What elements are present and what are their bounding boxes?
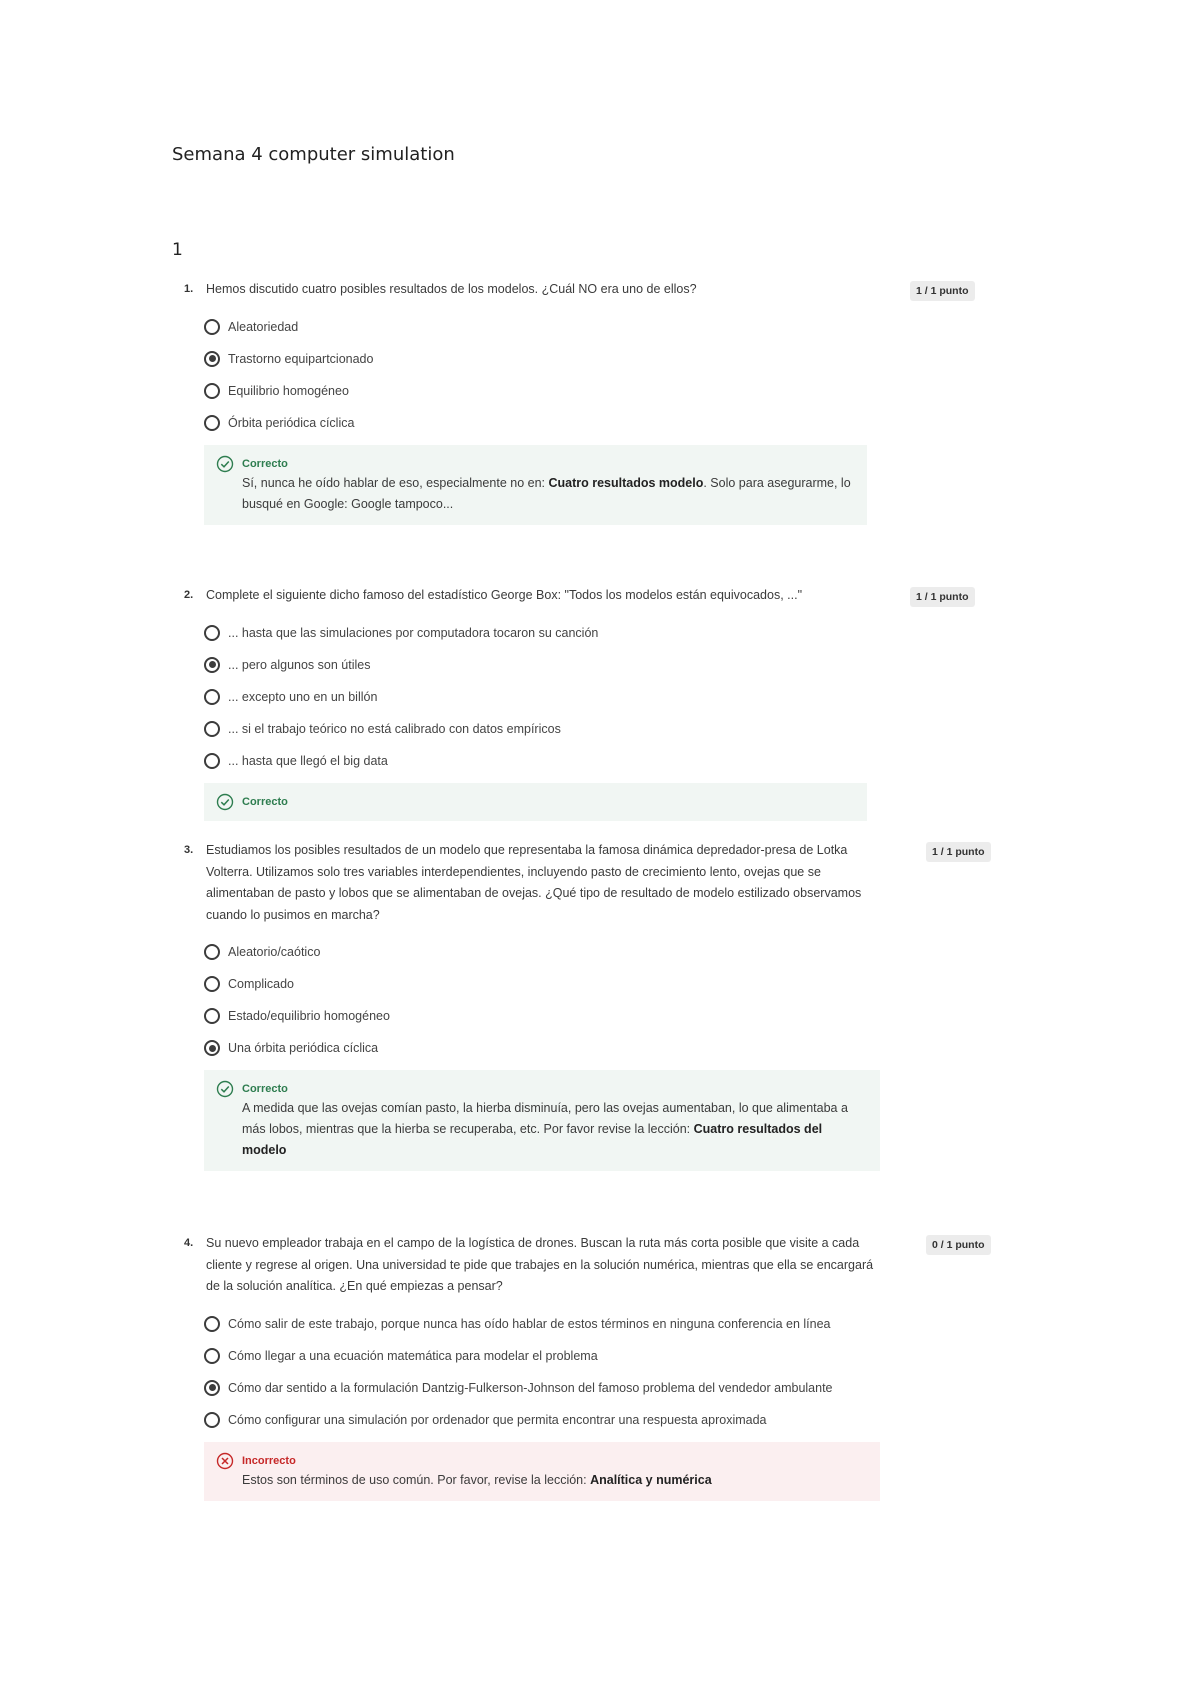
check-circle-icon bbox=[216, 1080, 234, 1098]
options-list bbox=[204, 942, 894, 1059]
radio-button[interactable] bbox=[204, 383, 220, 399]
radio-button[interactable] bbox=[204, 721, 220, 737]
option-item[interactable] bbox=[204, 1038, 894, 1059]
option-item[interactable] bbox=[204, 1314, 844, 1335]
radio-button[interactable] bbox=[204, 415, 220, 431]
option-label: Cómo configurar una simulación por ordenador que permita encontrar una respuesta aproximada bbox=[228, 1412, 767, 1427]
points-badge: 1 / 1 punto bbox=[926, 842, 991, 862]
option-label: ... hasta que las simulaciones por computadora tocaron su canción bbox=[228, 625, 599, 640]
feedback-correct bbox=[204, 445, 867, 525]
option-label: Cómo salir de este trabajo, porque nunca has oído hablar de estos términos en ninguna conferencia en línea bbox=[228, 1316, 831, 1331]
question-header bbox=[184, 279, 969, 301]
question-number: 4. bbox=[184, 1237, 194, 1249]
section-number: 1 bbox=[172, 240, 183, 260]
option-label: Complicado bbox=[228, 977, 295, 991]
check-circle-icon bbox=[216, 455, 234, 473]
radio-button[interactable] bbox=[204, 753, 220, 769]
radio-button[interactable] bbox=[204, 976, 220, 992]
option-item[interactable] bbox=[204, 349, 874, 370]
question-text: Complete el siguiente dicho famoso del estadístico George Box: "Todos los modelos están equivocados, ..." bbox=[206, 588, 803, 602]
radio-button[interactable] bbox=[204, 689, 220, 705]
lesson-name: Cuatro resultados del modelo bbox=[242, 1122, 823, 1157]
question-text: Su nuevo empleador trabaja en el campo de la logística de drones. Buscan la ruta más corta posible que visite a cada cliente y regrese al origen. Una universidad te pide que trabajes en la solución numérica, mientras que ella se encargará de la solución analítica. ¿En qué empiezas a pensar? bbox=[206, 1236, 874, 1293]
radio-button-selected[interactable] bbox=[204, 657, 220, 673]
option-item[interactable] bbox=[204, 1410, 844, 1431]
points-badge: 1 / 1 punto bbox=[910, 281, 975, 301]
option-item[interactable] bbox=[204, 381, 874, 402]
option-item[interactable] bbox=[204, 1378, 844, 1399]
option-item[interactable] bbox=[204, 942, 894, 963]
option-label: Cómo llegar a una ecuación matemática para modelar el problema bbox=[228, 1348, 598, 1363]
feedback-text: A medida que las ovejas comían pasto, la hierba disminuía, pero las ovejas aumentaban, lo que alimentaba a más lobos, mientras que la hierba se recuperaba, etc. Por favor revise la lección: Cuatro resultados del modelo bbox=[242, 1101, 848, 1157]
question-header bbox=[184, 1233, 985, 1298]
option-label: Aleatorio/caótico bbox=[228, 945, 321, 959]
option-label: ... pero algunos son útiles bbox=[228, 657, 371, 672]
check-circle-icon bbox=[216, 793, 234, 811]
option-item[interactable] bbox=[204, 719, 874, 740]
radio-button[interactable] bbox=[204, 319, 220, 335]
feedback-incorrect bbox=[204, 1442, 880, 1501]
question-number: 3. bbox=[184, 844, 194, 856]
feedback-text: Sí, nunca he oído hablar de eso, especialmente no en: Cuatro resultados modelo. Solo para asegurarme, lo busqué en Google: Google tampoco... bbox=[242, 475, 851, 511]
option-item[interactable] bbox=[204, 623, 874, 644]
question-header bbox=[184, 585, 969, 607]
radio-button[interactable] bbox=[204, 944, 220, 960]
question-4 bbox=[184, 1233, 985, 1501]
question-number: 1. bbox=[184, 283, 194, 295]
option-label: ... excepto uno en un billón bbox=[228, 689, 378, 704]
radio-button[interactable] bbox=[204, 625, 220, 641]
option-label: Equilibrio homogéneo bbox=[228, 383, 349, 398]
question-1 bbox=[184, 279, 969, 525]
radio-button-selected[interactable] bbox=[204, 351, 220, 367]
question-number: 2. bbox=[184, 589, 194, 601]
option-label: Cómo dar sentido a la formulación Dantzig-Fulkerson-Johnson del famoso problema del vendedor ambulante bbox=[228, 1380, 833, 1395]
feedback-label: Correcto bbox=[242, 1083, 288, 1095]
radio-button[interactable] bbox=[204, 1412, 220, 1428]
lesson-name: Analítica y numérica bbox=[590, 1472, 712, 1487]
document-title: Semana 4 computer simulation bbox=[172, 144, 455, 165]
option-label: Órbita periódica cíclica bbox=[228, 415, 355, 430]
lesson-name: Cuatro resultados modelo bbox=[548, 475, 704, 490]
feedback-correct bbox=[204, 783, 867, 821]
option-label: ... hasta que llegó el big data bbox=[228, 753, 388, 768]
option-item[interactable] bbox=[204, 974, 894, 995]
option-item[interactable] bbox=[204, 655, 874, 676]
feedback-label: Correcto bbox=[242, 795, 288, 808]
option-label: Una órbita periódica cíclica bbox=[228, 1041, 379, 1055]
question-text: Hemos discutido cuatro posibles resultados de los modelos. ¿Cuál NO era uno de ellos? bbox=[206, 282, 697, 296]
radio-button-selected[interactable] bbox=[204, 1040, 220, 1056]
option-item[interactable] bbox=[204, 1006, 894, 1027]
question-text: Estudiamos los posibles resultados de un modelo que representaba la famosa dinámica depredador-presa de Lotka Volterra. Utilizamos solo tres variables interdependientes, incluyendo pasto de crecimiento lento, ovejas que se alimentaban de pasto y lobos que se alimentaban de ovejas. ¿Qué tipo de resultado de modelo estilizado observamos cuando lo pusimos en marcha? bbox=[206, 843, 862, 922]
question-header bbox=[184, 840, 985, 926]
radio-button[interactable] bbox=[204, 1348, 220, 1364]
x-circle-icon bbox=[216, 1452, 234, 1470]
radio-button[interactable] bbox=[204, 1008, 220, 1024]
feedback-label: Correcto bbox=[242, 457, 288, 470]
radio-button[interactable] bbox=[204, 1316, 220, 1332]
option-label: Aleatoriedad bbox=[228, 319, 299, 334]
question-2 bbox=[184, 585, 969, 821]
option-label: Estado/equilibrio homogéneo bbox=[228, 1009, 390, 1023]
option-item[interactable] bbox=[204, 687, 874, 708]
radio-button-selected[interactable] bbox=[204, 1380, 220, 1396]
options-list bbox=[204, 317, 874, 434]
option-item[interactable] bbox=[204, 1346, 844, 1367]
option-item[interactable] bbox=[204, 413, 874, 434]
feedback-label: Incorrecto bbox=[242, 1454, 296, 1467]
option-item[interactable] bbox=[204, 317, 874, 338]
option-label: Trastorno equipartcionado bbox=[228, 351, 374, 366]
option-label: ... si el trabajo teórico no está calibrado con datos empíricos bbox=[228, 721, 561, 736]
feedback-correct bbox=[204, 1070, 880, 1171]
feedback-text: Estos son términos de uso común. Por favor, revise la lección: Analítica y numérica bbox=[242, 1472, 712, 1487]
options-list bbox=[204, 1314, 844, 1431]
options-list bbox=[204, 623, 874, 772]
points-badge: 1 / 1 punto bbox=[910, 587, 975, 607]
question-3 bbox=[184, 840, 985, 1171]
points-badge: 0 / 1 punto bbox=[926, 1235, 991, 1255]
option-item[interactable] bbox=[204, 751, 874, 772]
